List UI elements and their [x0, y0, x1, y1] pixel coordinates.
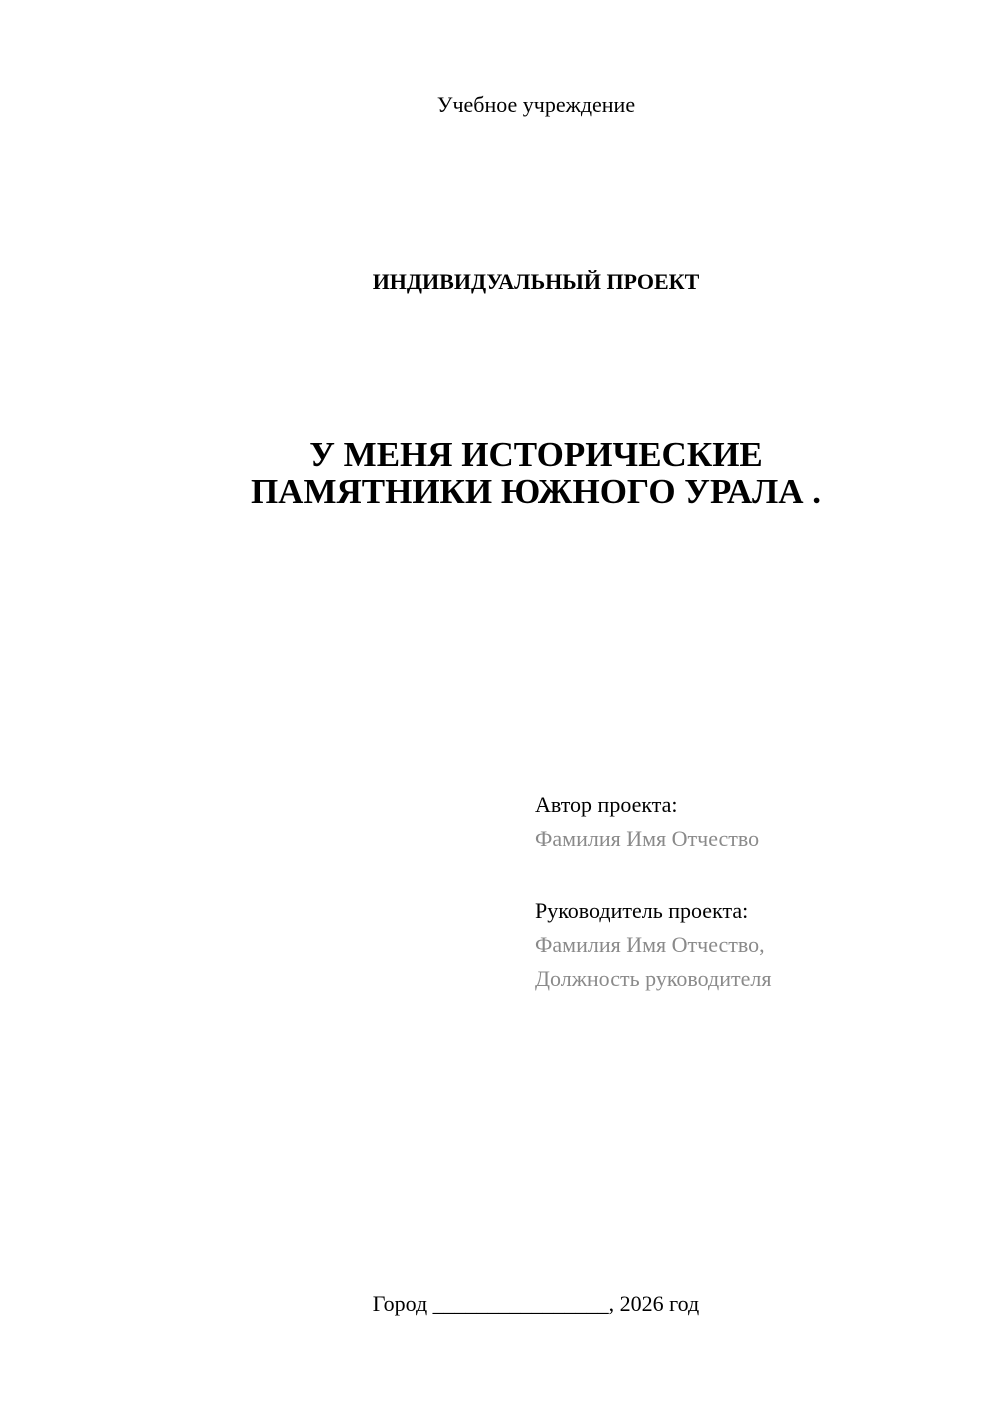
project-title-line-1: У МЕНЯ ИСТОРИЧЕСКИЕ [309, 435, 763, 474]
institution-name: Учебное учреждение [436, 92, 636, 117]
project-title-line-2: ПАМЯТНИКИ ЮЖНОГО УРАЛА . [250, 472, 822, 511]
credits-block [535, 788, 771, 996]
author-name: Фамилия Имя Отчество [535, 826, 760, 851]
supervisor-label: Руководитель проекта: [535, 898, 749, 923]
credits-spacer [535, 856, 771, 894]
project-title [0, 436, 1000, 510]
author-label: Автор проекта: [535, 792, 678, 817]
supervisor-name: Фамилия Имя Отчество, [535, 932, 765, 957]
project-type-heading: ИНДИВИДУАЛЬНЫЙ ПРОЕКТ [372, 269, 700, 294]
city-year-footer: Город ________________, 2026 год [372, 1291, 700, 1316]
supervisor-position: Должность руководителя [535, 966, 772, 991]
